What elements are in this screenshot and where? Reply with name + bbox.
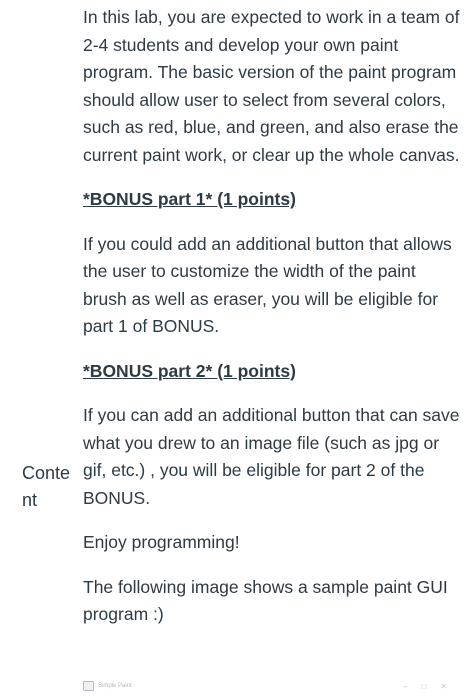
sample-image-window-titlebar — [83, 678, 453, 694]
bonus-part-1-heading: *BONUS part 1* (1 points) — [83, 189, 296, 209]
bonus-part-2-text: If you can add an additional button that can save what you drew to an image file (such as jpg or gif, etc.) , you will be eligible for part 2 of the BONUS. — [83, 405, 460, 508]
content-body — [83, 4, 463, 646]
intro-paragraph: In this lab, you are expected to work in a team of 2-4 students and develop your own paint program. The basic version of the paint program should allow user to select from several colors, such as red, blue, and green, and also erase the current paint work, or clear up the whole canvas. — [83, 7, 460, 165]
content-label — [22, 460, 80, 514]
following-image-paragraph: The following image shows a sample paint GUI program :) — [83, 576, 448, 624]
window-title-group — [83, 681, 132, 691]
window-controls — [403, 682, 453, 691]
paint-app-icon — [83, 681, 94, 691]
bonus-part-2-heading: *BONUS part 2* (1 points) — [83, 360, 296, 381]
content-label-part1: Conte — [22, 463, 71, 483]
minimize-icon: – — [403, 681, 408, 691]
bonus-part-1-text: If you could add an additional button that allows the user to customize the width of the paint brush as well as eraser, you will be eligible for part 1 of BONUS. — [83, 233, 452, 336]
content-label-part2: nt — [22, 490, 38, 510]
enjoy-paragraph: Enjoy programming! — [83, 532, 240, 552]
maximize-icon: □ — [421, 681, 427, 691]
close-icon: ✕ — [440, 681, 447, 691]
window-title: Simple Paint — [98, 683, 132, 689]
